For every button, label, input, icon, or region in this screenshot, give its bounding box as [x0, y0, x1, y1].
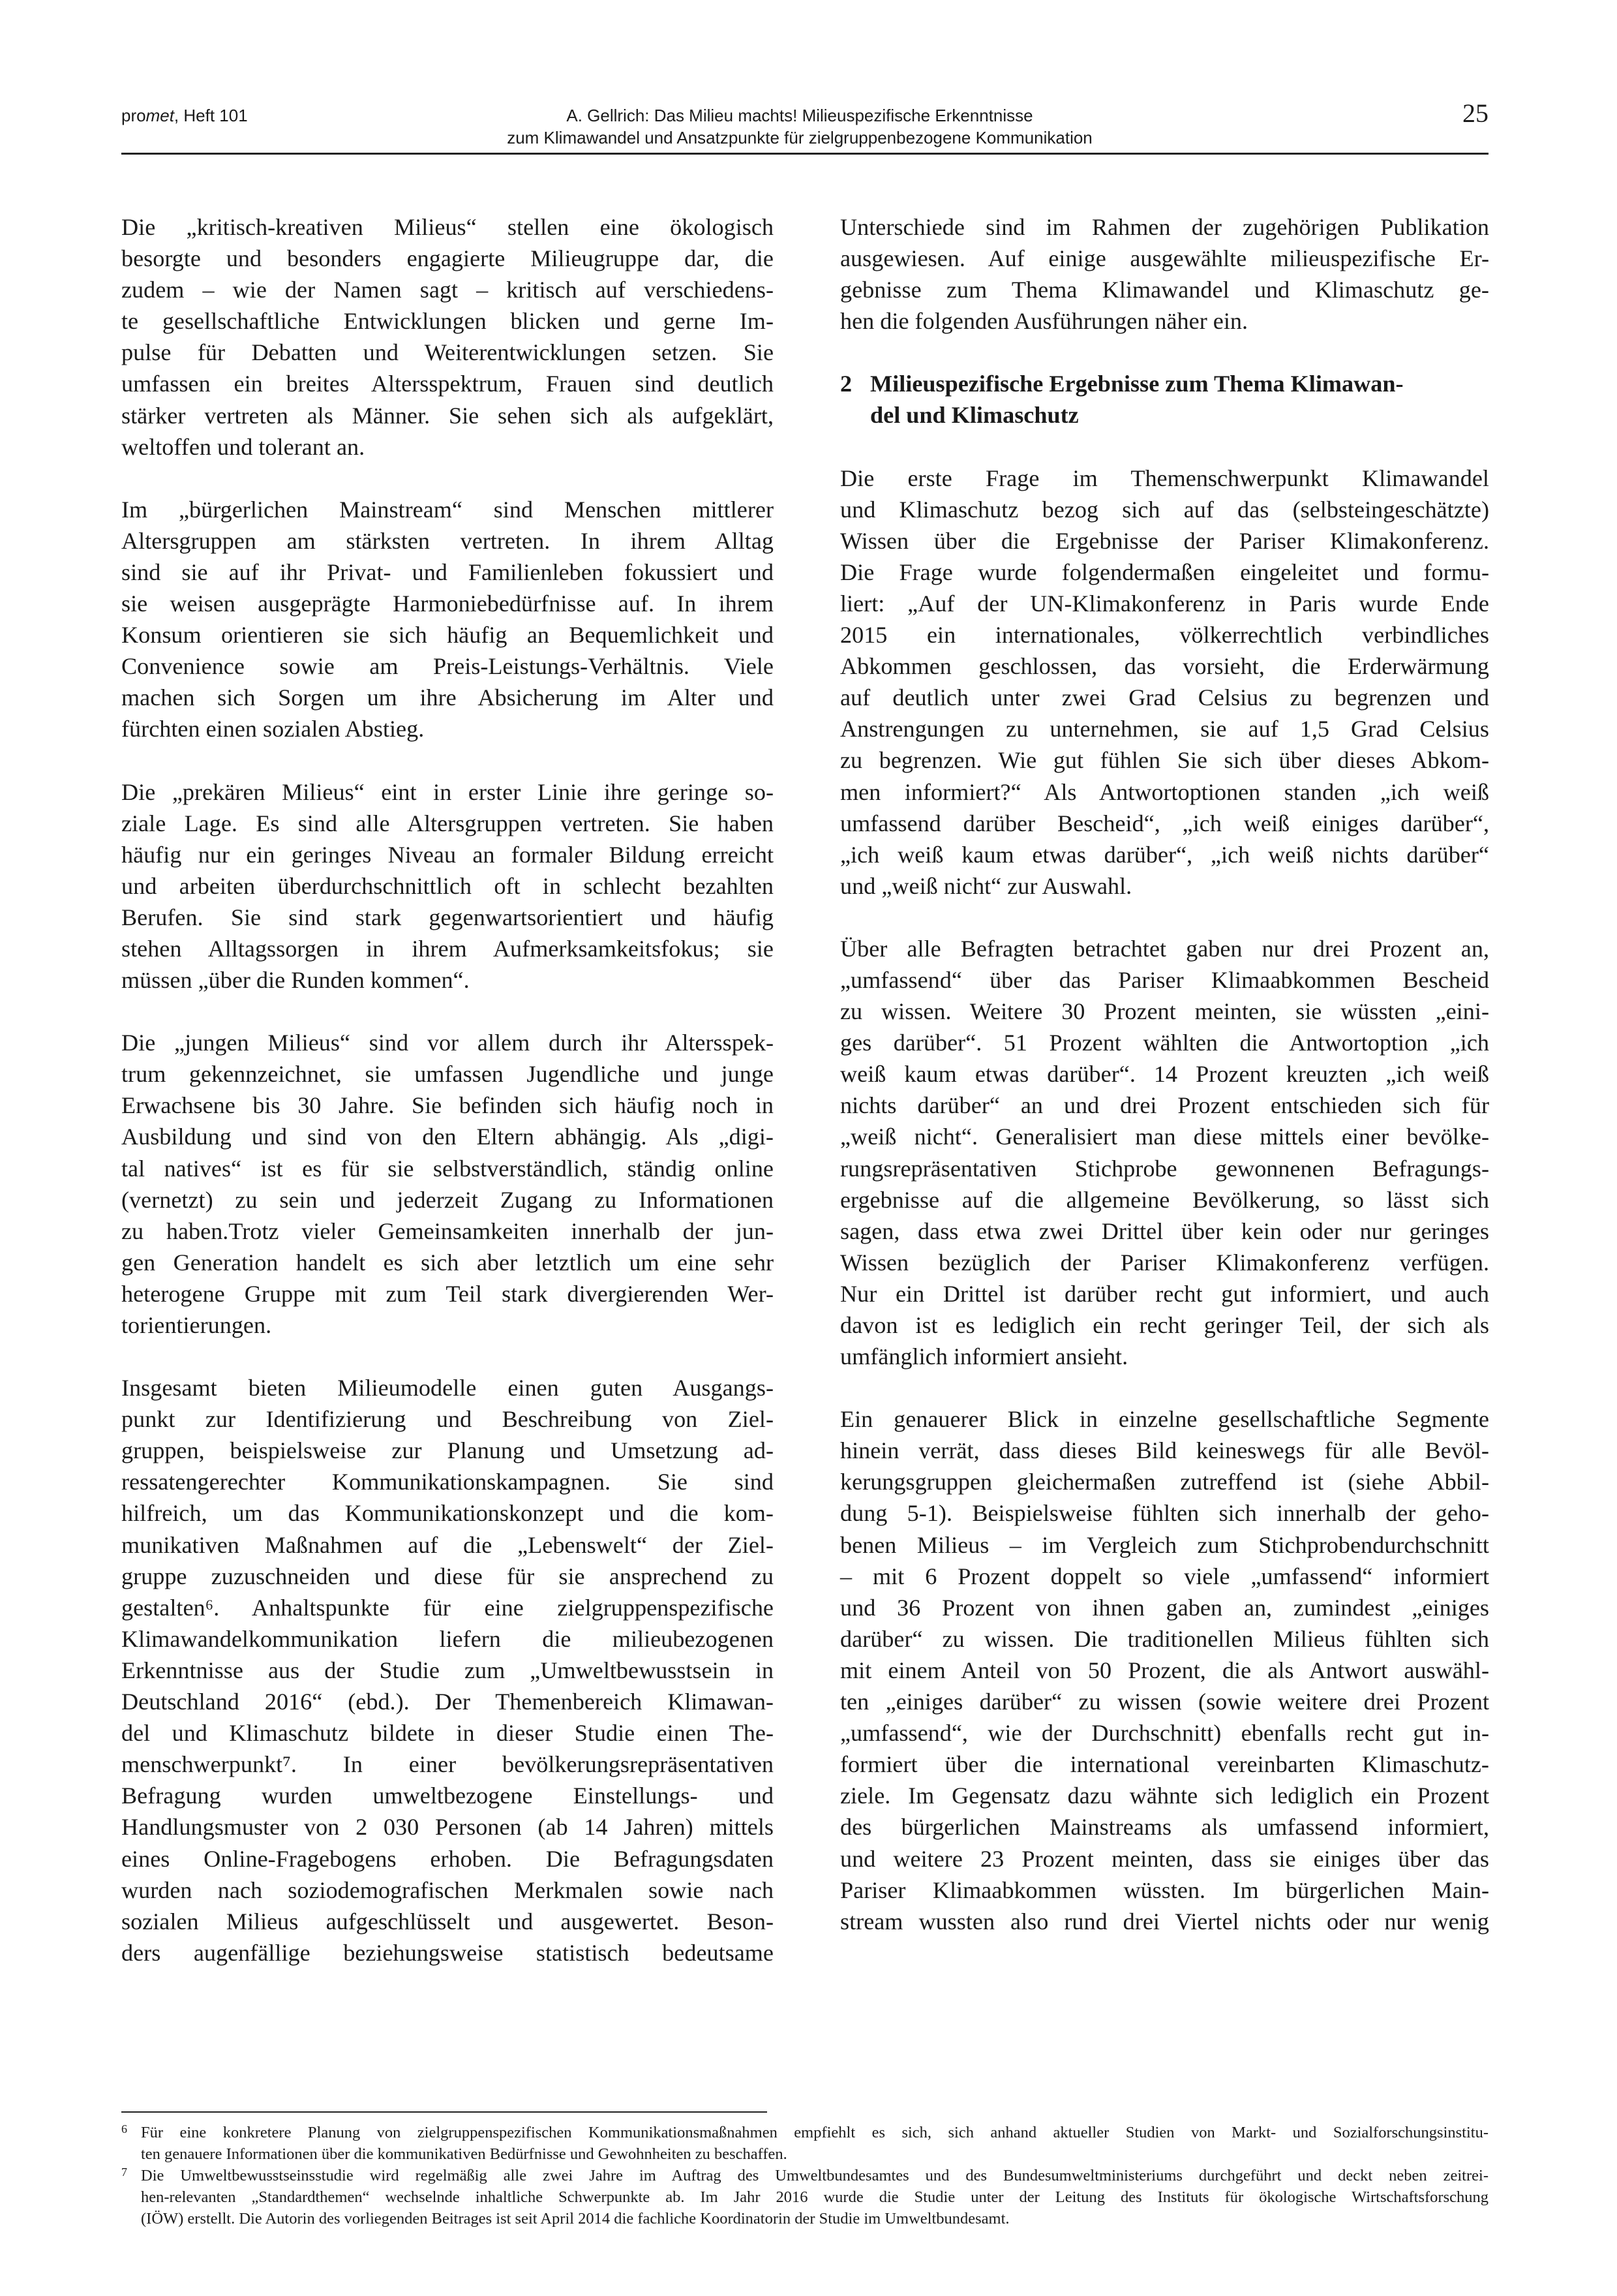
text-line: ergebnisse auf die allgemeine Bevölkerung, so lässt sich: [840, 1186, 1489, 1213]
text-line: „umfassend“ über das Pariser Klimaabkommen Bescheid: [840, 966, 1489, 993]
text-line: ausgewiesen. Auf einige ausgewählte milieuspezifische Er-: [840, 245, 1489, 272]
footnote-marker: 6: [121, 2122, 127, 2135]
text-line: ders augenfällige beziehungsweise statistisch bedeutsame: [121, 1939, 774, 1966]
text-line: Die „jungen Milieus“ sind vor allem durch ihr Altersspek-: [121, 1030, 774, 1056]
text-line: davon ist es lediglich ein recht geringer Teil, der sich als: [840, 1312, 1489, 1338]
text-line: te gesellschaftliche Entwicklungen blicken und gerne Im-: [121, 308, 774, 335]
text-line: Im „bürgerlichen Mainstream“ sind Menschen mittlerer: [121, 496, 774, 523]
text-line: stehen Alltagssorgen in ihrem Aufmerksamkeitsfokus; sie: [121, 935, 774, 962]
text-line: weiß kaum etwas darüber“. 14 Prozent kreuzten „ich weiß: [840, 1061, 1489, 1088]
text-line: Die „kritisch-kreativen Milieus“ stellen eine ökologisch: [121, 214, 774, 240]
text-line: weltoffen und tolerant an.: [121, 433, 365, 460]
text-line: besorgte und besonders engagierte Milieugruppe dar, die: [121, 245, 774, 272]
text-line: del und Klimaschutz bildete in dieser Studie einen The-: [121, 1720, 774, 1747]
text-line: Erkenntnisse aus der Studie zum „Umweltbewusstsein in: [121, 1657, 774, 1683]
text-line: gebnisse zum Thema Klimawandel und Klimaschutz ge-: [840, 277, 1489, 303]
text-line: müssen „über die Runden kommen“.: [121, 967, 470, 994]
running-title-line-2: zum Klimawandel und Ansatzpunkte für zielgruppenbezogene Kommunikation: [507, 128, 1093, 147]
text-line: Befragung wurden umweltbezogene Einstellungs- und: [121, 1783, 774, 1809]
header-rule: [121, 153, 1489, 155]
section-heading: [840, 368, 1489, 431]
text-line: Ein genauerer Blick in einzelne gesellschaftliche Segmente: [840, 1406, 1489, 1433]
footnote-6: [121, 2122, 1489, 2165]
text-line: gen Generation handelt es sich aber letztlich um eine sehr: [121, 1249, 774, 1276]
text-line: kerungsgruppen gleichermaßen zutreffend ist (siehe Abbil-: [840, 1469, 1489, 1495]
text-line: Die Frage wurde folgendermaßen eingeleitet und formu-: [840, 559, 1489, 585]
text-line: und „weiß nicht“ zur Auswahl.: [840, 872, 1132, 899]
text-line: fürchten einen sozialen Abstieg.: [121, 716, 425, 742]
text-line: sie weisen ausgeprägte Harmoniebedürfnisse auf. In ihrem: [121, 590, 774, 617]
text-line: „umfassend“, wie der Durchschnitt) ebenfalls recht gut in-: [840, 1720, 1489, 1747]
text-line: Erwachsene bis 30 Jahre. Sie befinden sich häufig noch in: [121, 1092, 774, 1119]
text-line: formiert über die international vereinbarten Klimaschutz-: [840, 1751, 1489, 1778]
text-line: sozialen Milieus aufgeschlüsselt und ausgewertet. Beson-: [121, 1908, 774, 1935]
running-title-line-1: A. Gellrich: Das Milieu machts! Milieuspezifische Erkenntnisse: [566, 106, 1033, 125]
page-number: 25: [1462, 99, 1489, 128]
text-line: sind sie auf ihr Privat- und Familienleben fokussiert und: [121, 559, 774, 585]
text-line: Über alle Befragten betrachtet gaben nur drei Prozent an,: [840, 935, 1489, 962]
text-line: zu wissen. Weitere 30 Prozent meinten, sie wüssten „eini-: [840, 998, 1489, 1025]
footnote-7: [121, 2165, 1489, 2229]
left-paragraph-5: [121, 1372, 774, 1968]
text-line: hilfreich, um das Kommunikationskonzept und die kom-: [121, 1500, 774, 1527]
left-paragraph-1: [121, 211, 774, 463]
text-line: und 36 Prozent von ihnen gaben an, zumindest „einiges: [840, 1594, 1489, 1621]
footnote-line: Die Umweltbewusstseinsstudie wird regelmäßig alle zwei Jahre im Auftrag des Umweltbundesamtes und des Bundesumweltministeriums durchgeführt und deckt neben zeitrei-: [141, 2167, 1489, 2184]
text-line: und weitere 23 Prozent meinten, dass sie einiges über das: [840, 1845, 1489, 1872]
text-line: mit einem Anteil von 50 Prozent, die als Antwort auswähl-: [840, 1657, 1489, 1683]
text-line: menschwerpunkt⁷. In einer bevölkerungsrepräsentativen: [121, 1751, 774, 1778]
text-line: zu haben.Trotz vieler Gemeinsamkeiten innerhalb der jun-: [121, 1217, 774, 1244]
text-line: Ausbildung und sind von den Eltern abhängig. Als „digi-: [121, 1124, 774, 1150]
text-line: – mit 6 Prozent doppelt so viele „umfassend“ informiert: [840, 1563, 1489, 1589]
text-line: eines Online-Fragebogens erhoben. Die Befragungsdaten: [121, 1845, 774, 1872]
text-line: machen sich Sorgen um ihre Absicherung im Alter und: [121, 684, 774, 711]
text-line: ges darüber“. 51 Prozent wählten die Antwortoption „ich: [840, 1030, 1489, 1056]
text-line: men informiert?“ Als Antwortoptionen standen „ich weiß: [840, 778, 1489, 805]
text-line: und Klimaschutz bezog sich auf das (selbsteingeschätzte): [840, 496, 1489, 523]
text-line: ziele. Im Gegensatz dazu wähnte sich lediglich ein Prozent: [840, 1783, 1489, 1809]
section-title: [870, 368, 1404, 431]
section-number: 2: [840, 371, 853, 397]
journal-prefix-italic: met: [145, 106, 174, 125]
footnote-line: ten genauere Informationen über die kommunikativen Bedürfnisse und Gewohnheiten zu beschaffen.: [141, 2145, 787, 2163]
heading-line: Milieuspezifische Ergebnisse zum Thema Klimawan-: [870, 371, 1404, 397]
right-paragraph-1: [840, 463, 1489, 902]
text-line: und arbeiten überdurchschnittlich oft in schlecht bezahlten: [121, 872, 774, 899]
right-paragraph-3: [840, 1403, 1489, 1937]
text-line: Klimawandelkommunikation liefern die milieubezogenen: [121, 1625, 774, 1652]
text-line: „weiß nicht“. Generalisiert man diese mittels einer bevölke-: [840, 1124, 1489, 1150]
text-line: stärker vertreten als Männer. Sie sehen sich als aufgeklärt,: [121, 402, 774, 429]
text-line: hinein verrät, dass dieses Bild keineswegs für alle Bevöl-: [840, 1437, 1489, 1464]
left-paragraph-3: [121, 776, 774, 996]
article-running-title: [421, 104, 1178, 149]
footnotes: [121, 2122, 1489, 2229]
text-line: ressatengerechter Kommunikationskampagnen. Sie sind: [121, 1469, 774, 1495]
text-line: gruppe zuzuschneiden und diese für sie ansprechend zu: [121, 1563, 774, 1589]
text-line: Pariser Klimaabkommen wüssten. Im bürgerlichen Main-: [840, 1876, 1489, 1903]
text-line: (vernetzt) zu sein und jederzeit Zugang zu Informationen: [121, 1186, 774, 1213]
text-line: rungsrepräsentativen Stichprobe gewonnenen Befragungs-: [840, 1155, 1489, 1182]
text-line: ziale Lage. Es sind alle Altersgruppen vertreten. Sie haben: [121, 810, 774, 836]
footnote-line: Für eine konkretere Planung von zielgruppenspezifischen Kommunikationsmaßnahmen empfiehlt es sich, sich anhand aktueller Studien von Markt- und Sozialforschungsinstitu-: [141, 2124, 1489, 2141]
text-line: hen die folgenden Ausführungen näher ein.: [840, 308, 1248, 335]
text-line: zudem – wie der Namen sagt – kritisch auf verschiedens-: [121, 277, 774, 303]
right-column: [840, 211, 1489, 1968]
heading-line: del und Klimaschutz: [870, 402, 1079, 429]
journal-issue: , Heft 101: [174, 106, 248, 125]
text-line: 2015 ein internationales, völkerrechtlich verbindliches: [840, 622, 1489, 649]
text-line: Unterschiede sind im Rahmen der zugehörigen Publikation: [840, 214, 1489, 240]
text-line: tal natives“ ist es für sie selbstverständlich, ständig online: [121, 1155, 774, 1182]
text-line: Berufen. Sie sind stark gegenwartsorientiert und häufig: [121, 904, 774, 930]
text-line: umfänglich informiert ansieht.: [840, 1343, 1128, 1370]
footnote-rule: [121, 2111, 767, 2113]
footnote-marker: 7: [121, 2166, 127, 2179]
text-line: Wissen über die Ergebnisse der Pariser Klimakonferenz.: [840, 527, 1489, 554]
text-line: Die „prekären Milieus“ eint in erster Linie ihre geringe so-: [121, 778, 774, 805]
text-line: Konsum orientieren sie sich häufig an Bequemlichkeit und: [121, 622, 774, 649]
text-line: Convenience sowie am Preis-Leistungs-Verhältnis. Viele: [121, 653, 774, 680]
text-line: „ich weiß kaum etwas darüber“, „ich weiß nichts darüber“: [840, 841, 1489, 868]
journal-prefix: pro: [121, 106, 146, 125]
text-line: umfassend darüber Bescheid“, „ich weiß einiges darüber“,: [840, 810, 1489, 836]
text-line: heterogene Gruppe mit zum Teil stark divergierenden Wer-: [121, 1280, 774, 1307]
text-line: torientierungen.: [121, 1312, 272, 1338]
text-line: gruppen, beispielsweise zur Planung und Umsetzung ad-: [121, 1437, 774, 1464]
text-line: pulse für Debatten und Weiterentwicklungen setzen. Sie: [121, 339, 774, 366]
text-line: munikativen Maßnahmen auf die „Lebenswelt“ der Ziel-: [121, 1531, 774, 1558]
text-line: Insgesamt bieten Milieumodelle einen guten Ausgangs-: [121, 1375, 774, 1401]
text-line: trum gekennzeichnet, sie umfassen Jugendliche und junge: [121, 1061, 774, 1088]
text-line: Anstrengungen zu unternehmen, sie auf 1,5 Grad Celsius: [840, 716, 1489, 742]
text-line: häufig nur ein geringes Niveau an formaler Bildung erreicht: [121, 841, 774, 868]
text-line: Die erste Frage im Themenschwerpunkt Klimawandel: [840, 465, 1489, 491]
right-paragraph-2: [840, 933, 1489, 1372]
text-line: auf deutlich unter zwei Grad Celsius zu begrenzen und: [840, 684, 1489, 711]
text-line: zu begrenzen. Wie gut fühlen Sie sich über dieses Abkom-: [840, 747, 1489, 774]
text-line: wurden nach soziodemografischen Merkmalen sowie nach: [121, 1876, 774, 1903]
right-intro-paragraph: [840, 211, 1489, 337]
text-line: Altersgruppen am stärksten vertreten. In ihrem Alltag: [121, 527, 774, 554]
text-line: benen Milieus – im Vergleich zum Stichprobendurchschnitt: [840, 1531, 1489, 1558]
text-line: umfassen ein breites Altersspektrum, Frauen sind deutlich: [121, 371, 774, 397]
running-header: [121, 98, 1489, 151]
text-line: liert: „Auf der UN-Klimakonferenz in Paris wurde Ende: [840, 590, 1489, 617]
text-line: dung 5-1). Beispielsweise fühlten sich innerhalb der geho-: [840, 1500, 1489, 1527]
text-line: sagen, dass etwa zwei Drittel über kein oder nur geringes: [840, 1217, 1489, 1244]
text-line: Abkommen geschlossen, das vorsieht, die Erderwärmung: [840, 653, 1489, 680]
text-line: stream wussten also rund drei Viertel nichts oder nur wenig: [840, 1908, 1489, 1935]
journal-name: [121, 104, 248, 127]
text-line: Deutschland 2016“ (ebd.). Der Themenbereich Klimawan-: [121, 1689, 774, 1715]
text-line: gestalten⁶. Anhaltspunkte für eine zielgruppenspezifische: [121, 1594, 774, 1621]
text-line: Wissen bezüglich der Pariser Klimakonferenz verfügen.: [840, 1249, 1489, 1276]
text-line: Handlungsmuster von 2 030 Personen (ab 14 Jahren) mittels: [121, 1814, 774, 1841]
text-line: ten „einiges darüber“ zu wissen (sowie weitere drei Prozent: [840, 1689, 1489, 1715]
footnote-line: hen-relevanten „Standardthemen“ wechselnde inhaltliche Schwerpunkte ab. Im Jahr 2016 wurde die Studie unter der Leitung des Instituts für ökologische Wirtschaftsforschung: [141, 2188, 1489, 2206]
left-paragraph-4: [121, 1027, 774, 1341]
left-column: [121, 211, 774, 2000]
footnote-line: (IÖW) erstellt. Die Autorin des vorliegenden Beitrages ist seit April 2014 die fachliche Koordinatorin der Studie im Umweltbundesamt.: [141, 2210, 1010, 2227]
left-paragraph-2: [121, 494, 774, 745]
text-line: darüber“ zu wissen. Die traditionellen Milieus fühlten sich: [840, 1625, 1489, 1652]
text-line: nichts darüber“ an und drei Prozent entschieden sich für: [840, 1092, 1489, 1119]
text-line: des bürgerlichen Mainstreams als umfassend informiert,: [840, 1814, 1489, 1841]
text-line: Nur ein Drittel ist darüber recht gut informiert, und auch: [840, 1280, 1489, 1307]
text-line: punkt zur Identifizierung und Beschreibung von Ziel-: [121, 1406, 774, 1433]
